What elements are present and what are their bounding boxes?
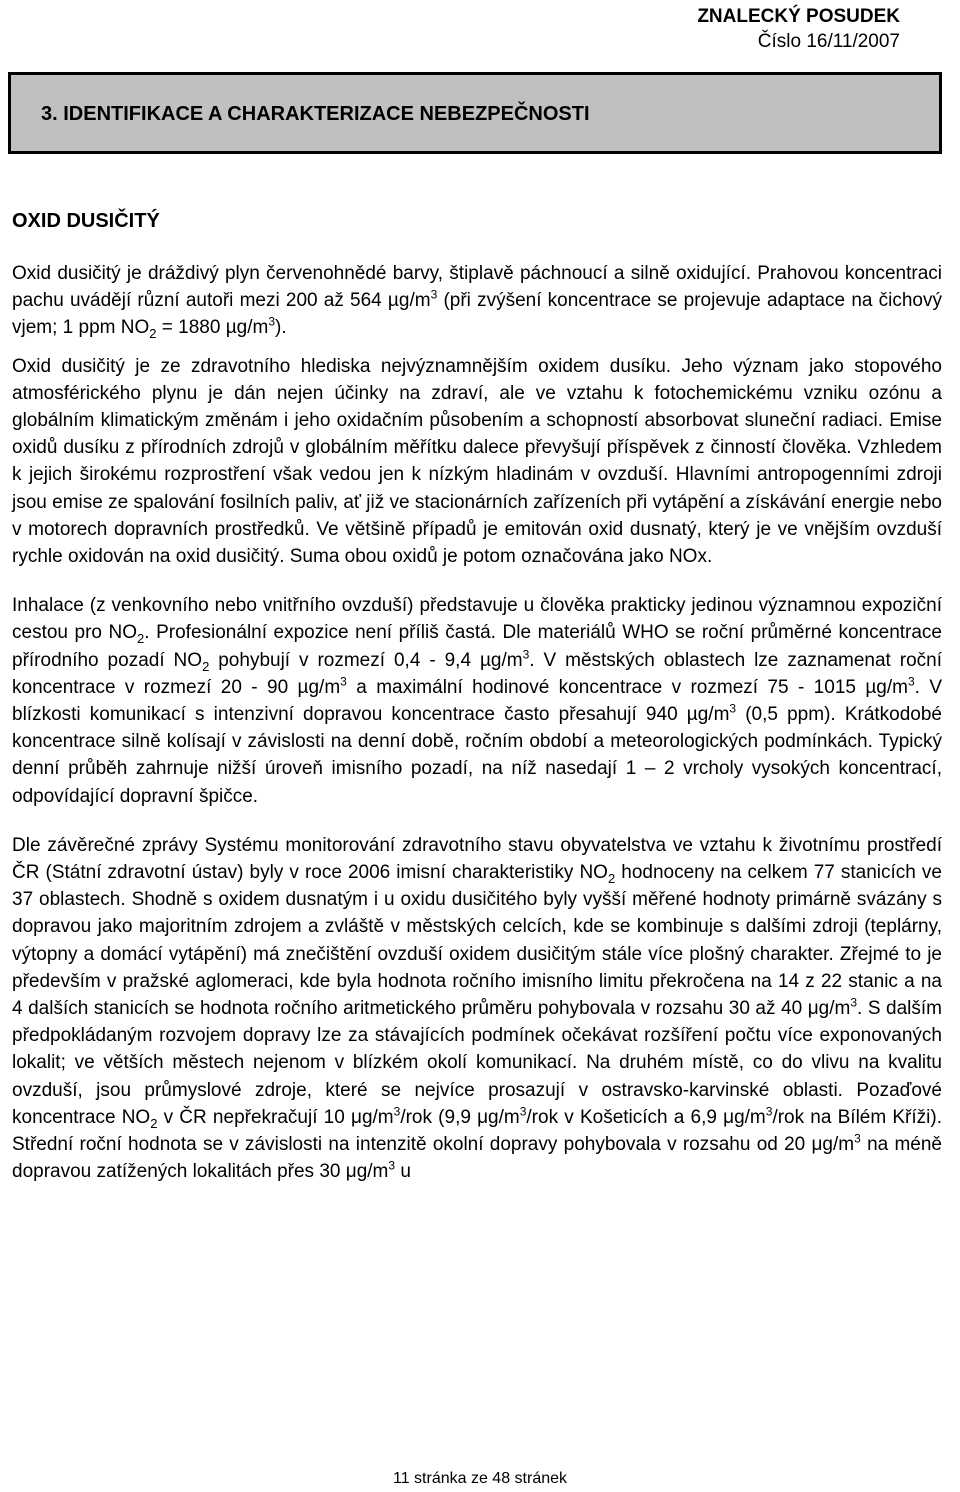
paragraph-1: Oxid dusičitý je dráždivý plyn červenohnědé barvy, štiplavě páchnoucí a silně oxidující. Prahovou koncentraci pachu uvádějí různí autoři mezi 200 až 564 $\mu g/m^3$ (při zvýšení koncentrace se projevuje adaptace na čichový vjem; 1 ppm $NO_2 = 1880$ $\mu g/m^3$). xyxy=(12,263,942,342)
paragraph-3: Inhalace (z venkovního nebo vnitřního ovzduší) představuje u člověka prakticky jedinou významnou expoziční cestou pro $NO_2$. Profesionální expozice není příliš častá. Dle materiálů WHO se roční průměrné koncentrace přírodního pozadí $NO_2$ pohybují v rozmezí 0,4 - 9,4 $\mu g/m^3$. V městských oblastech lze zaznamenat roční koncentrace v rozmezí 20 - 90 $\mu g/m^3$ a maximální hodinové koncentrace v rozmezí 75 - 1015 $\mu g/m^3$. V blízkosti komunikací s intenzivní dopravou koncentrace často přesahují 940 $\mu g/m^3$ (0,5 ppm). Krátkodobé koncentrace silně kolísají v závislosti na denní době, ročním období a meteorologických podmínkách. Typický denní průběh zahrnuje nižší úroveň imisního pozadí, na níž nasedají 1 – 2 vrcholy vysokých koncentrací, odpovídající dopravní špičce. xyxy=(12,595,943,807)
paragraph-2: Oxid dusičitý je ze zdravotního hlediska nejvýznamnějším oxidem dusíku. Jeho význam jako stopového atmosférického plynu je dán nejen účinky na zdraví, ale ve vztahu k fotochemickému vzniku ozónu a globálním klimatickým změnám i jeho oxidačním působením a schopností absorbovat sluneční radiaci. Emise oxidů dusíku z přírodních zdrojů v globálním měřítku dalece převyšují příspěvek z činností člověka. Vzhledem k jejich širokému rozprostření však vedou jen k nízkým hladinám v ovzduší. Hlavními antropogenními zdroji jsou emise ze spalování fosilních paliv, ať již ve stacionárních zařízeních při vytápění a získávání energie nebo v motorech dopravních prostředků. Ve většině případů je emitován oxid dusnatý, který je ve vnějším ovzduší rychle oxidován na oxid dusičitý. Suma obou oxidů je potom označována jako NOx. xyxy=(12,355,942,568)
document-title: ZNALECKÝ POSUDEK xyxy=(697,6,900,27)
subheading: OXID DUSIČITÝ xyxy=(12,210,160,232)
document-header xyxy=(697,4,900,54)
page-footer: 11 stránka ze 48 stránek xyxy=(392,1470,568,1487)
document-body xyxy=(12,260,942,1186)
section-banner xyxy=(8,72,942,154)
paragraph-4: Dle závěrečné zprávy Systému monitorování zdravotního stavu obyvatelstva ve vztahu k životnímu prostředí ČR (Státní zdravotní ústav) byly v roce 2006 imisní charakteristiky $NO_2$ hodnoceny na celkem 77 stanicích ve 37 oblastech. Shodně s oxidem dusnatým i u oxidu dusičitého byly vyšší měřené hodnoty primárně svázány s dopravou jako majoritním zdrojem a zvláště v městských celcích, kde se kombinuje s dalšími zdroji (teplárny, výtopny a domácí vytápění) má znečištění ovzduší oxidem dusičitým stále více plošný charakter. Zřejmé to je především v pražské aglomeraci, kde byla hodnota ročního imisního limitu překročena na 14 z 22 stanic a na 4 dalších stanicích se hodnota ročního aritmetického průměru pohybovala v rozsahu 30 až 40 $\mu g/m^3$. S dalším předpokládaným rozvojem dopravy lze za stávajících podmínek očekávat rozšíření počtu více exponovaných lokalit; ve větších městech nejenom v blízkém okolí komunikací. Na druhém místě, co do vlivu na kvalitu ovzduší, jsou průmyslové zdroje, které se nejvíce prosazují v ostravsko-karvinské oblasti. Pozaďové koncentrace $NO_2$ v ČR nepřekračují 10 $\mu g/m^3$/rok (9,9 $\mu g/m^3$/rok v Košeticích a 6,9 $\mu g/m^3$/rok na Bílém Kříži). Střední roční hodnota se v závislosti na intenzitě okolní dopravy pohybovala v rozsahu od 20 $\mu g/m^3$ na méně dopravou zatížených lokalitách přes 30 $\mu g/m^3$ u xyxy=(12,834,943,1183)
document-number: Číslo 16/11/2007 xyxy=(757,31,900,52)
section-title: 3. IDENTIFIKACE A CHARAKTERIZACE NEBEZPEČNOSTI xyxy=(41,103,590,125)
